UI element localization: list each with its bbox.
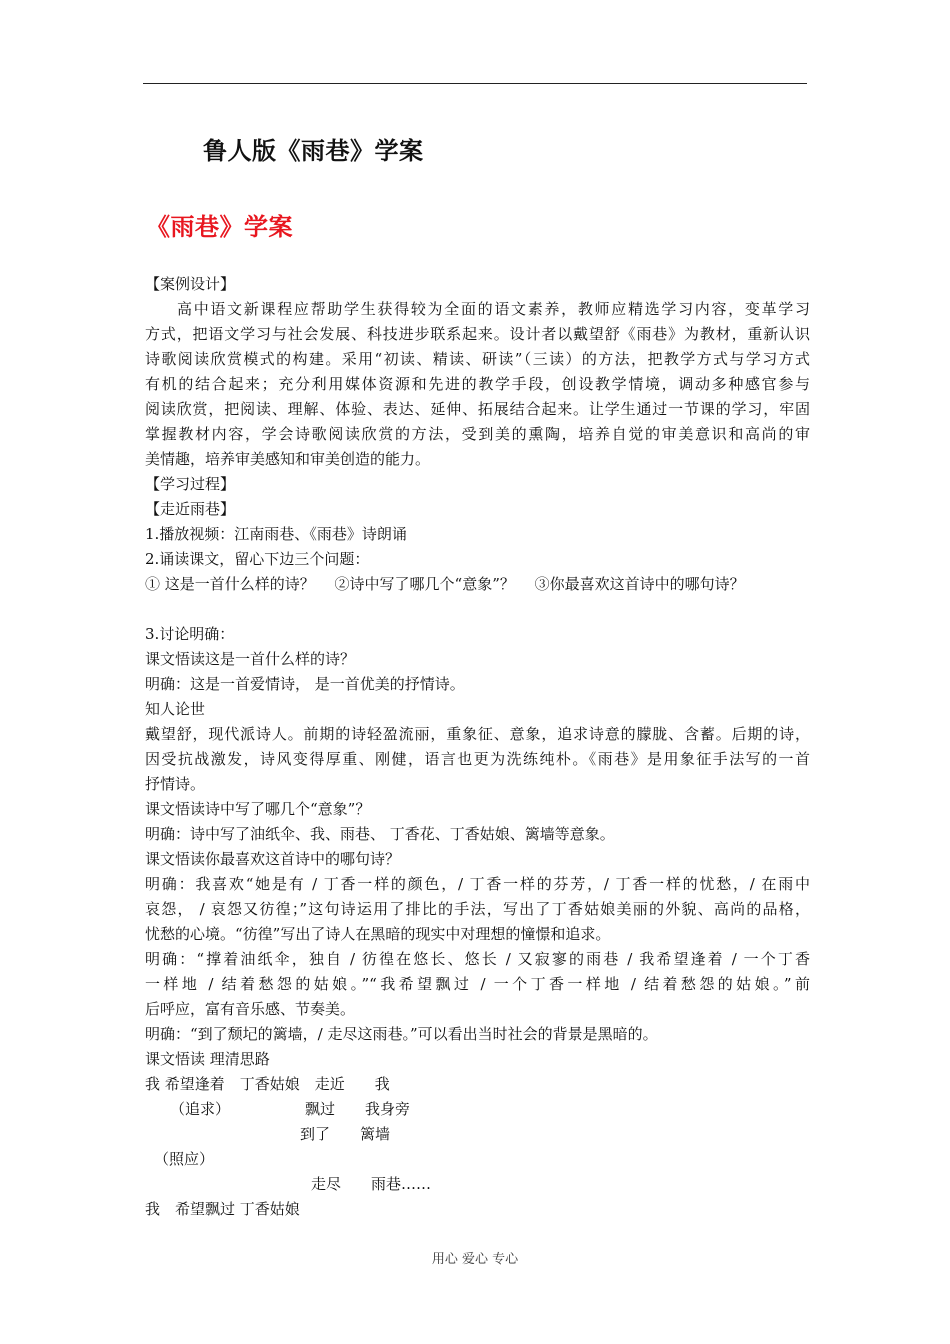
approach-heading: 【走近雨巷】 [145,500,236,518]
question-1: 课文悟读这是一首什么样的诗？ [145,650,356,668]
question-3: 课文悟读你最喜欢这首诗中的哪句诗？ [145,850,401,868]
author-line-2: 因受抗战激发，诗风变得厚重、刚健，语言也更为洗练纯朴。《雨巷》是用象征手法写的一首 [145,750,810,768]
answer-3-line-1: 明确：我喜欢“她是有 / 丁香一样的颜色，/ 丁香一样的芬芳，/ 丁香一样的忧愁，/ 在雨中 [145,875,810,893]
page-footer: 用心 爱心 专心 [431,1252,519,1267]
answer-1: 明确：这是一首爱情诗， 是一首优美的抒情诗。 [145,675,465,693]
step-3: 3.讨论明确： [145,625,235,643]
answer-2: 明确：诗中写了油纸伞、我、雨巷、 丁香花、丁香姑娘、篱墙等意象。 [145,825,615,843]
design-line-6: 掌握教材内容，学会诗歌阅读欣赏的方法，受到美的熏陶，培养自觉的审美意识和高尚的审 [145,425,810,443]
design-line-1: 高中语文新课程应帮助学生获得较为全面的语文素养，教师应精选学习内容，变革学习 [177,300,810,318]
outline-row-3: 到了 篱墙 [300,1125,391,1143]
answer-4-line-3: 后呼应，富有音乐感、节奏美。 [145,1000,356,1018]
design-line-7: 美情趣，培养审美感知和审美创造的能力。 [145,450,431,468]
author-line-3: 抒情诗。 [145,775,206,793]
outline-heading: 课文悟读 理清思路 [145,1050,270,1068]
answer-4-line-2: 一样地 / 结着愁怨的姑娘。”“我希望飘过 / 一个丁香一样地 / 结着愁怨的姑娘。”前 [145,975,810,993]
answer-5: 明确：“到了颓圮的篱墙，/ 走尽这雨巷。”可以看出当时社会的背景是黑暗的。 [145,1025,658,1043]
outline-echo: （照应） [154,1150,215,1168]
design-line-3: 诗歌阅读欣赏模式的构建。采用“初读、精读、研读”（三读）的方法，把教学方式与学习方式 [145,350,810,368]
header-rule [143,83,807,84]
question-2: 课文悟读诗中写了哪几个“意象”？ [145,800,371,818]
process-heading: 【学习过程】 [145,475,236,493]
design-heading: 【案例设计】 [145,275,236,293]
step-1: 1.播放视频：江南雨巷、《雨巷》诗朗诵 [145,525,407,543]
outline-row-1: 我 希望逢着 丁香姑娘 走近 我 [145,1075,390,1093]
answer-3-line-3: 忧愁的心境。“彷徨”写出了诗人在黑暗的现实中对理想的憧憬和追求。 [145,925,611,943]
author-heading: 知人论世 [145,700,206,718]
step-2: 2.诵读课文，留心下边三个问题： [145,550,370,568]
questions: ① 这是一首什么样的诗？ ②诗中写了哪几个“意象”？ ③你最喜欢这首诗中的哪句诗？ [145,575,745,593]
author-line-1: 戴望舒，现代派诗人。前期的诗轻盈流丽，重象征、意象，追求诗意的朦胧、含蓄。后期的诗， [145,725,810,743]
design-line-5: 阅读欣赏，把阅读、理解、体验、表达、延伸、拓展结合起来。让学生通过一节课的学习，牢固 [145,400,810,418]
document-title: 鲁人版《雨巷》学案 [203,137,424,165]
outline-row-2: 飘过 我身旁 [305,1100,411,1118]
outline-row-4: 走尽 雨巷…… [311,1175,432,1193]
outline-pursue: （追求） [170,1100,231,1118]
answer-3-line-2: 哀怨， / 哀怨又彷徨；”这句诗运用了排比的手法，写出了丁香姑娘美丽的外貌、高尚的品格， [145,900,810,918]
answer-4-line-1: 明确：“撑着油纸伞，独自 / 彷徨在悠长、悠长 / 又寂寥的雨巷 / 我希望逢着 / 一个丁香 [145,950,810,968]
section-title: 《雨巷》学案 [146,213,293,241]
design-line-2: 方式，把语文学习与社会发展、科技进步联系起来。设计者以戴望舒《雨巷》为教材，重新认识 [145,325,810,343]
design-line-4: 有机的结合起来；充分利用媒体资源和先进的教学手段，创设教学情境，调动多种感官参与 [145,375,810,393]
outline-row-5: 我 希望飘过 丁香姑娘 [145,1200,300,1218]
